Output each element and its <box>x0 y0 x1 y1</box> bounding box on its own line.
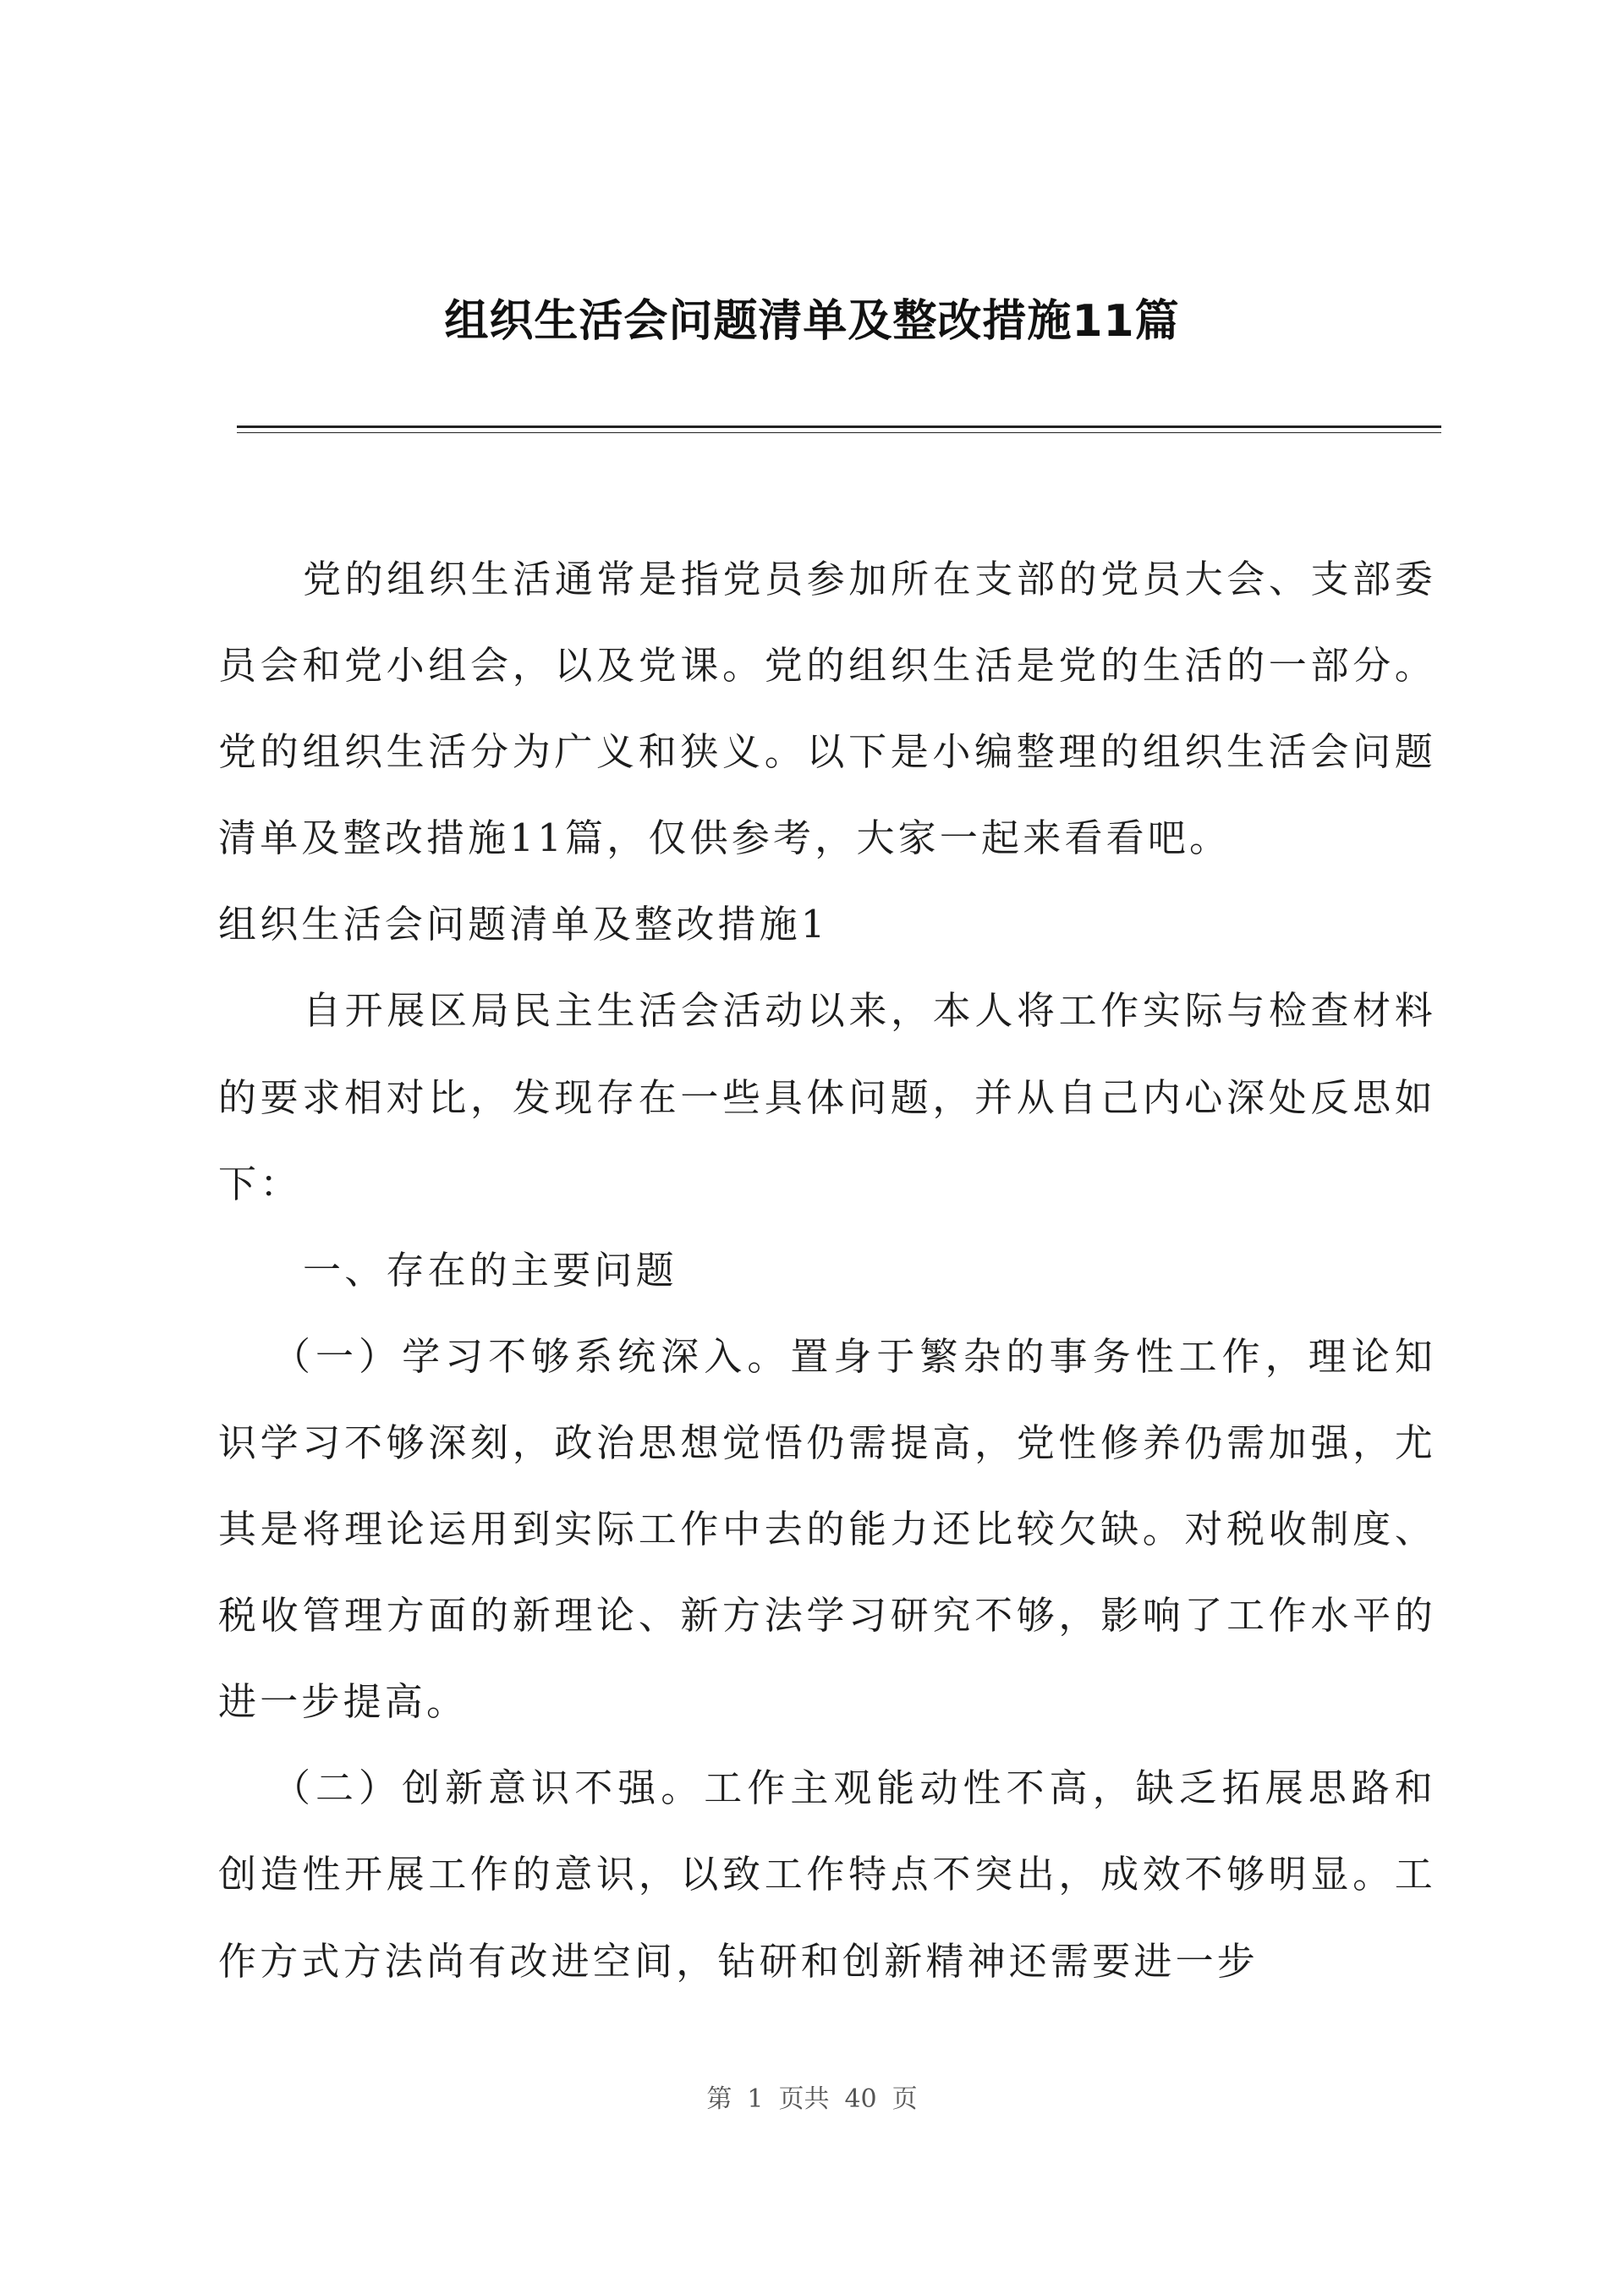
document-title: 组织生活会问题清单及整改措施11篇 <box>444 296 1180 347</box>
intro-paragraph: 党的组织生活通常是指党员参加所在支部的党员大会、支部委员会和党小组会，以及党课。党的组织生活是党的生活的一部分。党的组织生活分为广义和狭义。以下是小编整理的组织生活会问题清单及整改措施11篇，仅供参考，大家一起来看看吧。 <box>218 557 1436 861</box>
section-heading: 组织生活会问题清单及整改措施1 <box>218 902 829 947</box>
footer-current-page: 1 <box>747 2084 764 2114</box>
subsection-heading: 一、存在的主要问题 <box>303 1247 678 1293</box>
problem-item-2: （二）创新意识不强。工作主观能动性不高，缺乏拓展思路和创造性开展工作的意识，以致工作特点不突出，成效不够明显。工作方式方法尚有改进空间，钻研和创新精神还需要进一步 <box>218 1765 1436 1984</box>
body-paragraph: 自开展区局民主生活会活动以来，本人将工作实际与检查材料的要求相对比，发现存在一些具体问题，并从自己内心深处反思如下： <box>218 988 1436 1206</box>
problem-item-1: （一）学习不够系统深入。置身于繁杂的事务性工作，理论知识学习不够深刻，政治思想觉悟仍需提高，党性修养仍需加强，尤其是将理论运用到实际工作中去的能力还比较欠缺。对税收制度、税收管理方面的新理论、新方法学习研究不够，影响了工作水平的进一步提高。 <box>218 1333 1436 1725</box>
document-body <box>218 536 1436 2005</box>
footer-middle: 页共 <box>778 2084 830 2114</box>
title-divider <box>237 426 1441 433</box>
footer-prefix: 第 <box>706 2084 732 2114</box>
footer-suffix: 页 <box>892 2084 918 2114</box>
page-footer <box>0 2083 1624 2117</box>
footer-total-pages: 40 <box>844 2084 877 2114</box>
